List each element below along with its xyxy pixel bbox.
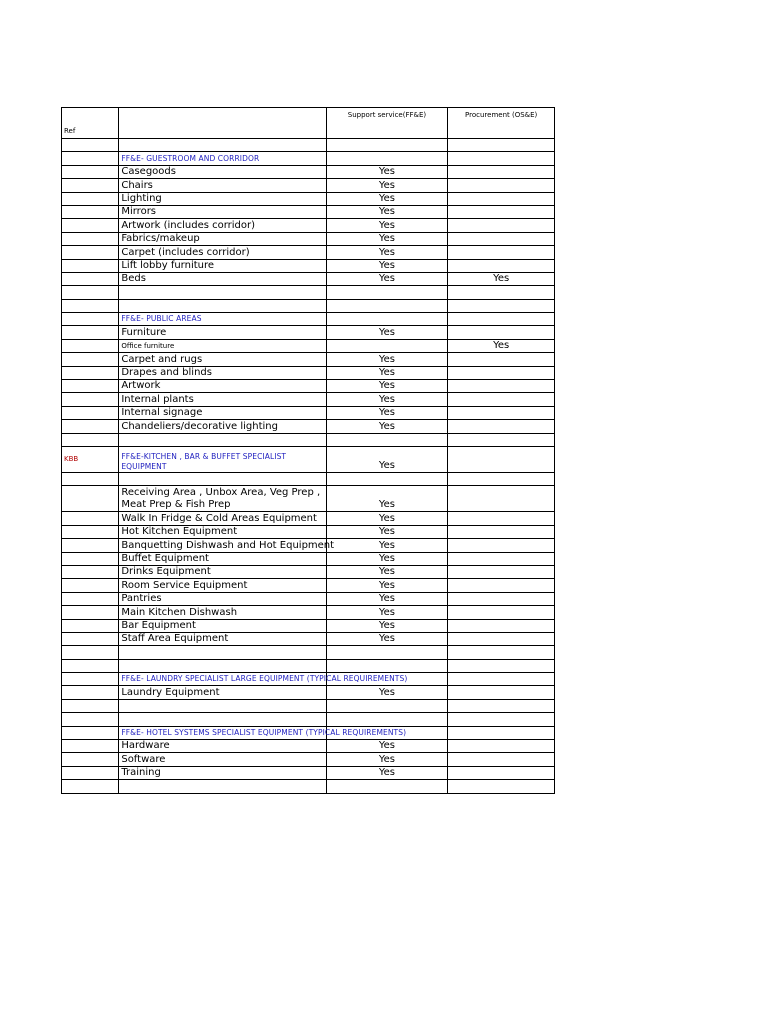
ref-cell xyxy=(62,192,119,205)
item-description xyxy=(119,472,326,485)
procurement-cell xyxy=(448,539,555,552)
item-description xyxy=(119,286,326,299)
item-description: Main Kitchen Dishwash xyxy=(119,606,326,619)
procurement-cell xyxy=(448,353,555,366)
table-row xyxy=(62,380,555,393)
table-row xyxy=(62,753,555,766)
blank-row xyxy=(62,299,555,312)
support-service-cell: Yes xyxy=(326,353,448,366)
item-description: Staff Area Equipment xyxy=(119,632,326,645)
item-description: Software xyxy=(119,753,326,766)
table-row xyxy=(62,420,555,433)
support-service-cell: Yes xyxy=(326,232,448,245)
item-description: Laundry Equipment xyxy=(119,686,326,699)
support-service-cell: Yes xyxy=(326,539,448,552)
table-row xyxy=(62,606,555,619)
item-description xyxy=(119,433,326,446)
procurement-cell xyxy=(448,232,555,245)
section-row xyxy=(62,726,555,739)
procurement-cell xyxy=(448,192,555,205)
support-service-cell xyxy=(326,286,448,299)
procurement-cell xyxy=(448,179,555,192)
procurement-cell xyxy=(448,420,555,433)
blank-row xyxy=(62,659,555,672)
procurement-cell xyxy=(448,592,555,605)
support-service-cell: Yes xyxy=(326,420,448,433)
ref-cell xyxy=(62,313,119,326)
table-row xyxy=(62,272,555,285)
procurement-cell xyxy=(448,165,555,178)
table-row xyxy=(62,219,555,232)
procurement-cell xyxy=(448,766,555,779)
ref-cell xyxy=(62,525,119,538)
item-description: Pantries xyxy=(119,592,326,605)
procurement-cell xyxy=(448,646,555,659)
procurement-cell: Yes xyxy=(448,272,555,285)
support-service-cell xyxy=(326,659,448,672)
item-description xyxy=(119,646,326,659)
ref-cell xyxy=(62,219,119,232)
item-description: Furniture xyxy=(119,326,326,339)
support-service-cell: Yes xyxy=(326,393,448,406)
table-row xyxy=(62,579,555,592)
header-support-service: Support service(FF&E) xyxy=(326,108,448,139)
item-description: Artwork (includes corridor) xyxy=(119,219,326,232)
header-procurement: Procurement (OS&E) xyxy=(448,108,555,139)
procurement-cell xyxy=(448,632,555,645)
support-service-cell: Yes xyxy=(326,592,448,605)
blank-row xyxy=(62,699,555,712)
section-title: FF&E- HOTEL SYSTEMS SPECIALIST EQUIPMENT (TYPICAL REQUIREMENTS) xyxy=(119,726,326,739)
section-title: FF&E- PUBLIC AREAS xyxy=(119,313,326,326)
item-description: Buffet Equipment xyxy=(119,552,326,565)
support-service-cell: Yes xyxy=(326,686,448,699)
ref-cell xyxy=(62,619,119,632)
support-service-cell: Yes xyxy=(326,326,448,339)
support-service-cell: Yes xyxy=(326,366,448,379)
ref-cell xyxy=(62,512,119,525)
section-title: FF&E- GUESTROOM AND CORRIDOR xyxy=(119,152,326,165)
support-service-cell: Yes xyxy=(326,246,448,259)
header-description xyxy=(119,108,326,139)
item-description: Training xyxy=(119,766,326,779)
ref-cell xyxy=(62,753,119,766)
ref-cell xyxy=(62,232,119,245)
table-row xyxy=(62,179,555,192)
support-service-cell: Yes xyxy=(326,766,448,779)
procurement-cell xyxy=(448,659,555,672)
ref-cell xyxy=(62,579,119,592)
blank-row xyxy=(62,433,555,446)
ref-cell xyxy=(62,780,119,793)
procurement-cell xyxy=(448,740,555,753)
item-description: Mirrors xyxy=(119,205,326,218)
item-description: Drinks Equipment xyxy=(119,565,326,578)
procurement-cell xyxy=(448,366,555,379)
section-row xyxy=(62,313,555,326)
ref-cell xyxy=(62,606,119,619)
procurement-cell xyxy=(448,393,555,406)
table-row xyxy=(62,326,555,339)
table-row xyxy=(62,740,555,753)
ref-cell xyxy=(62,339,119,352)
procurement-cell xyxy=(448,525,555,538)
table-row xyxy=(62,539,555,552)
blank-row xyxy=(62,780,555,793)
item-description: Hot Kitchen Equipment xyxy=(119,525,326,538)
ref-cell xyxy=(62,433,119,446)
support-service-cell xyxy=(326,780,448,793)
ref-cell xyxy=(62,259,119,272)
ref-cell xyxy=(62,673,119,686)
support-service-cell xyxy=(326,152,448,165)
ref-cell xyxy=(62,152,119,165)
table-row xyxy=(62,512,555,525)
procurement-cell xyxy=(448,619,555,632)
ref-cell xyxy=(62,179,119,192)
support-service-cell xyxy=(326,713,448,726)
table-row xyxy=(62,339,555,352)
ref-cell xyxy=(62,740,119,753)
item-description: Carpet (includes corridor) xyxy=(119,246,326,259)
ref-cell xyxy=(62,165,119,178)
ref-cell xyxy=(62,486,119,512)
procurement-cell xyxy=(448,139,555,152)
item-description xyxy=(119,299,326,312)
ref-cell xyxy=(62,139,119,152)
item-description xyxy=(119,713,326,726)
item-description: Carpet and rugs xyxy=(119,353,326,366)
support-service-cell xyxy=(326,339,448,352)
item-description xyxy=(119,780,326,793)
ref-cell xyxy=(62,552,119,565)
support-service-cell: Yes xyxy=(326,406,448,419)
ref-cell xyxy=(62,286,119,299)
support-service-cell: Yes xyxy=(326,259,448,272)
item-description: Drapes and blinds xyxy=(119,366,326,379)
procurement-cell xyxy=(448,406,555,419)
procurement-cell xyxy=(448,673,555,686)
procurement-cell xyxy=(448,286,555,299)
support-service-cell: Yes xyxy=(326,740,448,753)
procurement-cell xyxy=(448,686,555,699)
support-service-cell: Yes xyxy=(326,272,448,285)
ref-cell xyxy=(62,205,119,218)
ref-cell xyxy=(62,592,119,605)
section-title: FF&E-KITCHEN , BAR & BUFFET SPECIALIST EQUIPMENT xyxy=(119,446,326,472)
ref-cell xyxy=(62,472,119,485)
ref-cell xyxy=(62,299,119,312)
support-service-cell xyxy=(326,139,448,152)
blank-row xyxy=(62,646,555,659)
procurement-cell xyxy=(448,552,555,565)
ref-cell xyxy=(62,246,119,259)
table-row xyxy=(62,486,555,512)
support-service-cell: Yes xyxy=(326,632,448,645)
blank-row xyxy=(62,139,555,152)
section-row xyxy=(62,673,555,686)
support-service-cell: Yes xyxy=(326,606,448,619)
procurement-cell xyxy=(448,313,555,326)
table-row xyxy=(62,592,555,605)
support-service-cell: Yes xyxy=(326,165,448,178)
procurement-cell xyxy=(448,219,555,232)
section-row xyxy=(62,152,555,165)
item-description: Beds xyxy=(119,272,326,285)
procurement-cell xyxy=(448,486,555,512)
ref-cell xyxy=(62,353,119,366)
ref-cell xyxy=(62,380,119,393)
ref-cell: KBB xyxy=(62,446,119,472)
table-row xyxy=(62,552,555,565)
procurement-cell xyxy=(448,246,555,259)
ffe-responsibility-table xyxy=(61,107,555,794)
table-row xyxy=(62,619,555,632)
procurement-cell xyxy=(448,699,555,712)
ref-cell xyxy=(62,699,119,712)
item-description: Lighting xyxy=(119,192,326,205)
blank-row xyxy=(62,713,555,726)
support-service-cell xyxy=(326,299,448,312)
table-row xyxy=(62,353,555,366)
support-service-cell: Yes xyxy=(326,753,448,766)
procurement-cell xyxy=(448,780,555,793)
procurement-cell xyxy=(448,326,555,339)
table-row xyxy=(62,259,555,272)
ref-cell xyxy=(62,632,119,645)
procurement-cell xyxy=(448,446,555,472)
procurement-cell xyxy=(448,205,555,218)
item-description: Lift lobby furniture xyxy=(119,259,326,272)
item-description: Chandeliers/decorative lighting xyxy=(119,420,326,433)
table-row xyxy=(62,525,555,538)
support-service-cell: Yes xyxy=(326,565,448,578)
table-body xyxy=(62,108,555,794)
table-row xyxy=(62,165,555,178)
table-row xyxy=(62,632,555,645)
table-row xyxy=(62,366,555,379)
procurement-cell xyxy=(448,259,555,272)
item-description: Hardware xyxy=(119,740,326,753)
item-description: Chairs xyxy=(119,179,326,192)
item-description: Artwork xyxy=(119,380,326,393)
table-row xyxy=(62,246,555,259)
table-row xyxy=(62,406,555,419)
ref-cell xyxy=(62,326,119,339)
ref-cell xyxy=(62,686,119,699)
section-title: FF&E- LAUNDRY SPECIALIST LARGE EQUIPMENT (TYPICAL REQUIREMENTS) xyxy=(119,673,326,686)
item-description xyxy=(119,139,326,152)
table-row xyxy=(62,393,555,406)
support-service-cell xyxy=(326,646,448,659)
support-service-cell xyxy=(326,699,448,712)
support-service-cell: Yes xyxy=(326,205,448,218)
procurement-cell xyxy=(448,380,555,393)
ref-cell xyxy=(62,726,119,739)
procurement-cell: Yes xyxy=(448,339,555,352)
table-row xyxy=(62,205,555,218)
item-description xyxy=(119,699,326,712)
item-description: Casegoods xyxy=(119,165,326,178)
ref-cell xyxy=(62,272,119,285)
support-service-cell: Yes xyxy=(326,179,448,192)
table-row xyxy=(62,766,555,779)
procurement-cell xyxy=(448,433,555,446)
ref-cell xyxy=(62,713,119,726)
ref-cell xyxy=(62,406,119,419)
table-row xyxy=(62,232,555,245)
item-description: Internal signage xyxy=(119,406,326,419)
support-service-cell: Yes xyxy=(326,552,448,565)
procurement-cell xyxy=(448,152,555,165)
ref-cell xyxy=(62,766,119,779)
ref-cell xyxy=(62,646,119,659)
procurement-cell xyxy=(448,565,555,578)
support-service-cell: Yes xyxy=(326,486,448,512)
item-description: Banquetting Dishwash and Hot Equipment xyxy=(119,539,326,552)
procurement-cell xyxy=(448,713,555,726)
item-description: Room Service Equipment xyxy=(119,579,326,592)
ref-cell xyxy=(62,659,119,672)
procurement-cell xyxy=(448,606,555,619)
support-service-cell xyxy=(326,313,448,326)
support-service-cell: Yes xyxy=(326,619,448,632)
support-service-cell: Yes xyxy=(326,380,448,393)
item-description: Receiving Area , Unbox Area, Veg Prep , Meat Prep & Fish Prep xyxy=(119,486,326,512)
table-row xyxy=(62,565,555,578)
blank-row xyxy=(62,286,555,299)
procurement-cell xyxy=(448,472,555,485)
support-service-cell: Yes xyxy=(326,192,448,205)
procurement-cell xyxy=(448,512,555,525)
support-service-cell xyxy=(326,433,448,446)
support-service-cell: Yes xyxy=(326,579,448,592)
table-row xyxy=(62,192,555,205)
item-description: Internal plants xyxy=(119,393,326,406)
support-service-cell: Yes xyxy=(326,525,448,538)
ref-cell xyxy=(62,393,119,406)
procurement-cell xyxy=(448,726,555,739)
item-description: Walk In Fridge & Cold Areas Equipment xyxy=(119,512,326,525)
procurement-cell xyxy=(448,299,555,312)
item-description xyxy=(119,659,326,672)
procurement-cell xyxy=(448,753,555,766)
support-service-cell xyxy=(326,472,448,485)
support-service-cell: Yes xyxy=(326,512,448,525)
ref-cell xyxy=(62,420,119,433)
header-row xyxy=(62,108,555,139)
table-row xyxy=(62,686,555,699)
ref-cell xyxy=(62,565,119,578)
item-description: Fabrics/makeup xyxy=(119,232,326,245)
support-service-cell: Yes xyxy=(326,446,448,472)
section-row xyxy=(62,446,555,472)
blank-row xyxy=(62,472,555,485)
support-service-cell: Yes xyxy=(326,219,448,232)
ref-cell xyxy=(62,539,119,552)
procurement-cell xyxy=(448,579,555,592)
item-description: Bar Equipment xyxy=(119,619,326,632)
ref-cell xyxy=(62,366,119,379)
item-description: Office furniture xyxy=(119,339,326,352)
header-ref: Ref xyxy=(62,108,119,139)
